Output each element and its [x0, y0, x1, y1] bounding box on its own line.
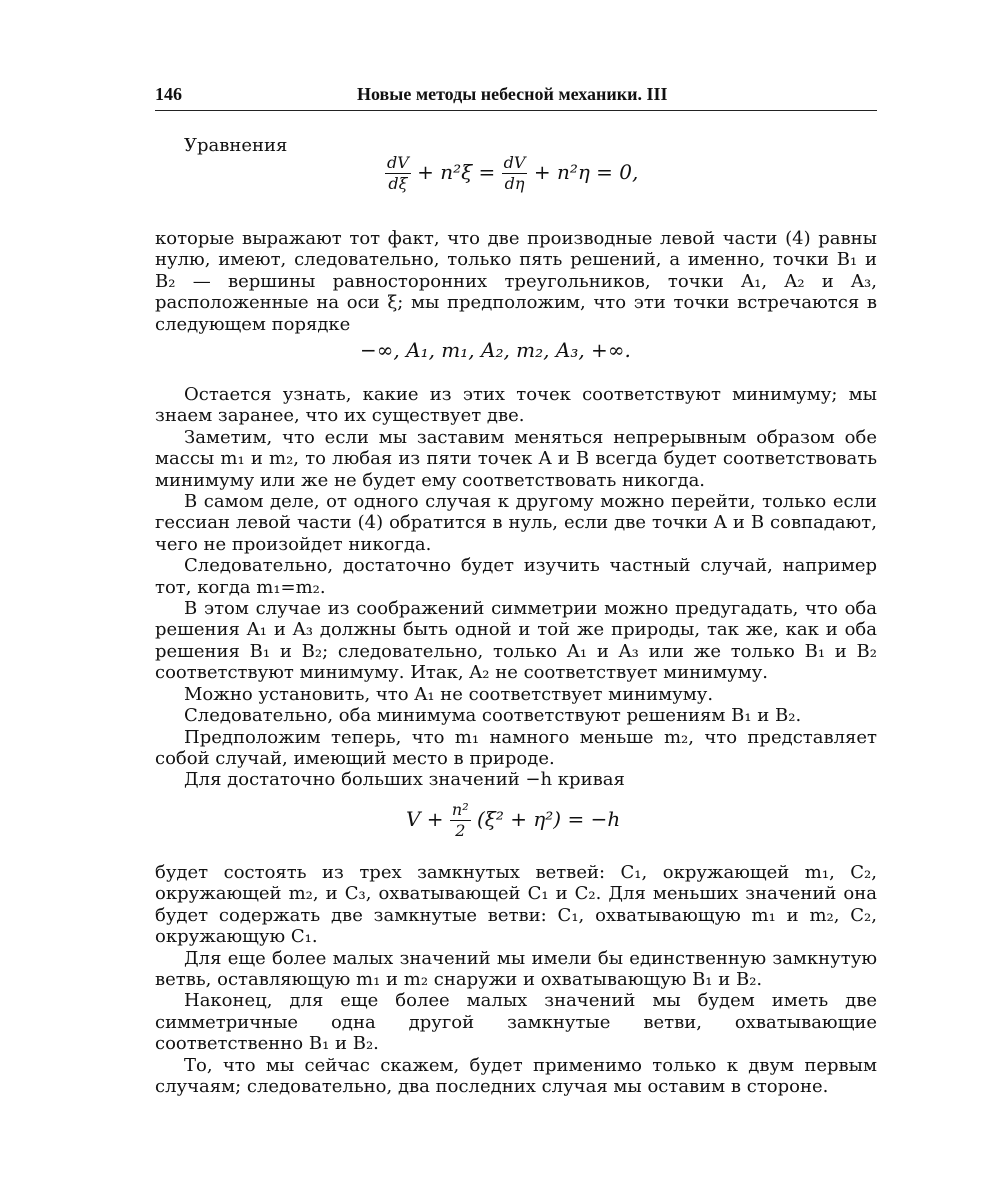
- fraction-numerator: dV: [503, 153, 526, 172]
- fraction-denominator: dη: [502, 173, 528, 194]
- equation-term: + n²η = 0,: [533, 160, 639, 184]
- paragraph: Остается узнать, какие из этих точек соответствуют минимуму; мы знаем заранее, что их существует две.: [155, 384, 877, 427]
- header-rule: [155, 110, 877, 111]
- paragraph: которые выражают тот факт, что две производные левой части (4) равны нулю, имеют, следовательно, только пять решений, а именно, точки B₁ и B₂ — вершины равносторонних треугольников, точки A₁, A₂ и A₃, расположенные на оси ξ; мы предположим, что эти точки встречаются в следующем порядке: [155, 228, 877, 335]
- paragraph: То, что мы сейчас скажем, будет применимо только к двум первым случаям; следовательно, два последних случая мы оставим в стороне.: [155, 1054, 877, 1098]
- page-number: 146: [155, 84, 182, 104]
- fraction-denominator: 2: [450, 820, 471, 841]
- running-header: [155, 84, 877, 108]
- running-title: Новые методы небесной механики. III: [357, 84, 668, 104]
- equation-term: V +: [406, 807, 444, 831]
- equation-term: (ξ² + η²) = −h: [477, 807, 621, 831]
- equation-derivatives: [385, 153, 638, 194]
- lead-word: Уравнения: [184, 135, 288, 156]
- paragraph: Для достаточно больших значений −h кривая: [184, 769, 625, 791]
- paragraph: Заметим, что если мы заставим меняться непрерывным образом обе массы m₁ и m₂, то любая из пяти точек A и B всегда будет соответствовать минимуму или же не будет ему соответствовать никогда.: [155, 426, 877, 491]
- paragraph: Наконец, для еще более малых значений мы будем иметь две симметричные одна другой замкнутые ветви, охватывающие соответственно B₁ и B₂.: [155, 990, 877, 1055]
- paragraph: Предположим теперь, что m₁ намного меньше m₂, что представляет собой случай, имеющий место в природе.: [155, 726, 877, 769]
- paragraph: В самом деле, от одного случая к другому можно перейти, только если гессиан левой части (4) обратится в нуль, если две точки A и B совпадают, чего не произойдет никогда.: [155, 491, 877, 555]
- paragraph: Можно установить, что A₁ не соответствует минимуму.: [184, 683, 714, 705]
- paragraph: Следовательно, оба минимума соответствуют решениям B₁ и B₂.: [184, 705, 802, 727]
- equation-term: + n²ξ =: [417, 160, 496, 184]
- paragraph: Для еще более малых значений мы имели бы единственную замкнутую ветвь, оставляющую m₁ и m₂ снаружи и охватывающую B₁ и B₂.: [155, 947, 877, 991]
- fraction-numerator: dV: [387, 153, 409, 172]
- paragraph-block: [155, 384, 877, 791]
- fraction-denominator: dξ: [385, 173, 411, 194]
- equation-ordering: −∞, A₁, m₁, A₂, m₂, A₃, +∞.: [360, 338, 631, 362]
- paragraph: Следовательно, достаточно будет изучить частный случай, например тот, когда m₁=m₂.: [155, 555, 877, 598]
- fraction-numerator: n²: [451, 800, 469, 819]
- paragraph: В этом случае из соображений симметрии можно предугадать, что оба решения A₁ и A₃ должны быть одной и той же природы, так же, как и оба решения B₁ и B₂; следовательно, только A₁ и A₃ или же только B₁ и B₂ соответствуют минимуму. Итак, A₂ не соответствует минимуму.: [155, 598, 877, 684]
- equation-curve: [406, 800, 620, 841]
- paragraph-block: [155, 862, 877, 1097]
- paragraph: будет состоять из трех замкнутых ветвей: C₁, окружающей m₁, C₂, окружающей m₂, и C₃, охватывающей C₁ и C₂. Для меньших значений она будет содержать две замкнутые ветви: C₁, охватывающую m₁ и m₂, C₂, окружающую C₁.: [155, 862, 877, 948]
